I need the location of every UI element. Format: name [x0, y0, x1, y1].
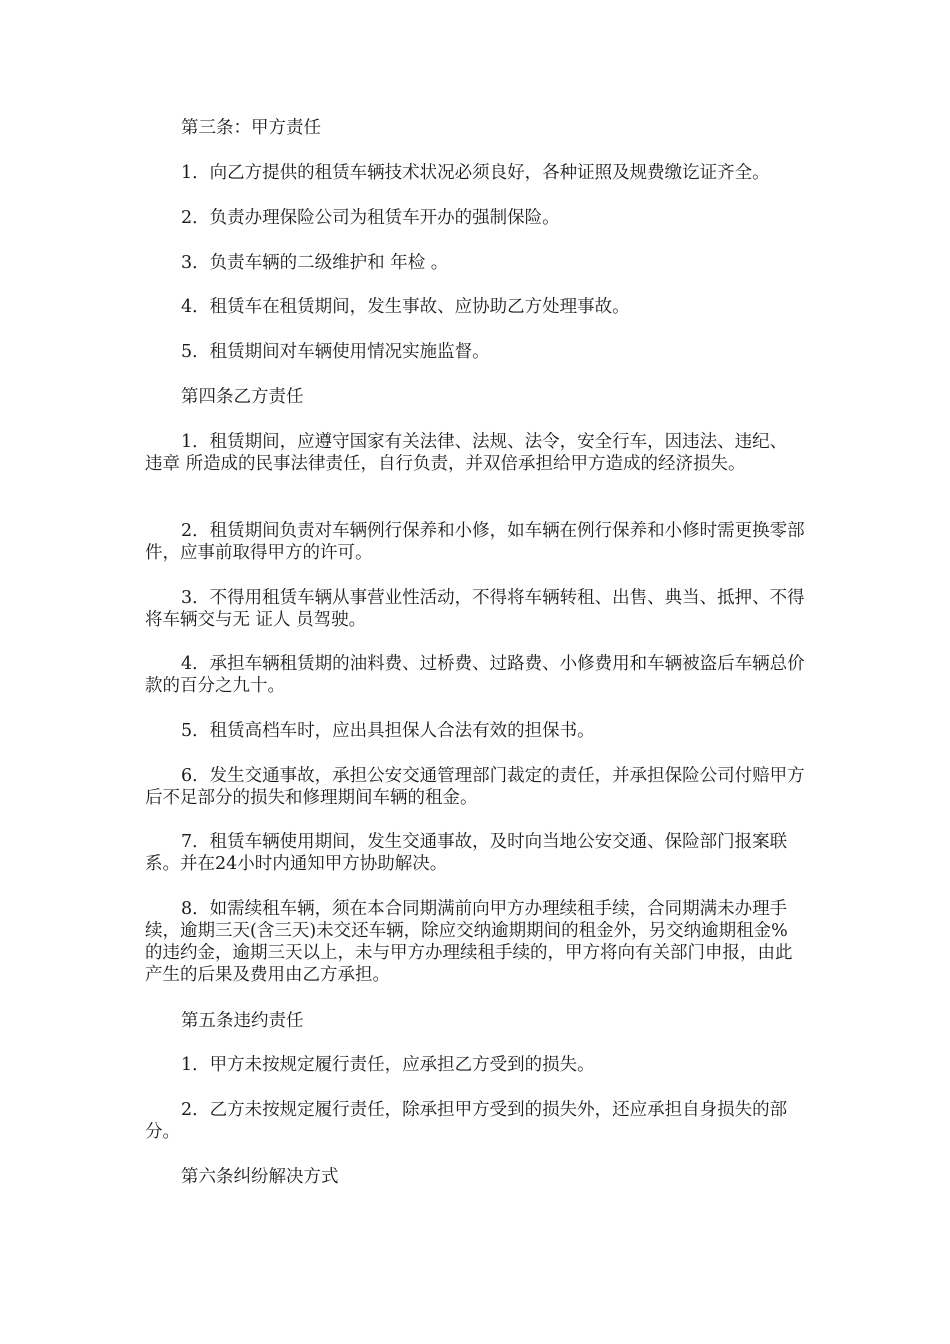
clause-paragraph: 1．租赁期间，应遵守国家有关法律、法规、法令，安全行车，因违法、违纪、 违章 所造成的民事法律责任，自行负责，并双倍承担给甲方造成的经济损失。	[145, 432, 788, 474]
clause-paragraph: 3．不得用租赁车辆从事营业性活动，不得将车辆转租、出售、典当、抵押、不得将车辆交与无 证人 员驾驶。	[145, 588, 805, 630]
clause-paragraph: 4．承担车辆租赁期的油料费、过桥费、过路费、小修费用和车辆被盗后车辆总价款的百分之九十。	[145, 654, 805, 696]
clause-paragraph: 8．如需续租车辆，须在本合同期满前向甲方办理续租手续，合同期满未办理手续，逾期三天(含三天)未交还车辆，除应交纳逾期期间的租金外，另交纳逾期租金%的违约金，逾期三天以上，未与甲方办理续租手续的，甲方将向有关部门申报，由此产生的后果及费用由乙方承担。	[145, 899, 793, 985]
clause-paragraph: 3．负责车辆的二级维护和 年检 。	[181, 253, 449, 273]
clause-paragraph: 6．发生交通事故，承担公安交通管理部门裁定的责任，并承担保险公司付赔甲方后不足部分的损失和修理期间车辆的租金。	[145, 766, 805, 808]
clause-paragraph: 2．负责办理保险公司为租赁车开办的强制保险。	[181, 208, 560, 228]
clause-paragraph: 1．向乙方提供的租赁车辆技术状况必须良好，各种证照及规费缴讫证齐全。	[181, 163, 770, 183]
section-heading-article-4: 第四条乙方责任	[181, 387, 304, 407]
clause-paragraph: 5．租赁期间对车辆使用情况实施监督。	[181, 342, 490, 362]
section-heading-article-5: 第五条违约责任	[181, 1011, 304, 1031]
clause-paragraph: 5．租赁高档车时，应出具担保人合法有效的担保书。	[181, 721, 595, 741]
clause-paragraph: 1．甲方未按规定履行责任，应承担乙方受到的损失。	[181, 1055, 595, 1075]
clause-paragraph: 7．租赁车辆使用期间，发生交通事故，及时向当地公安交通、保险部门报案联系。并在24小时内通知甲方协助解决。	[145, 832, 788, 874]
section-heading-article-3: 第三条：甲方责任	[181, 118, 321, 138]
clause-paragraph: 2．租赁期间负责对车辆例行保养和小修，如车辆在例行保养和小修时需更换零部件，应事前取得甲方的许可。	[145, 521, 805, 563]
section-heading-article-6: 第六条纠纷解决方式	[181, 1167, 339, 1187]
clause-paragraph: 4．租赁车在租赁期间，发生事故、应协助乙方处理事故。	[181, 297, 630, 317]
clause-paragraph: 2．乙方未按规定履行责任，除承担甲方受到的损失外，还应承担自身损失的部分。	[145, 1100, 788, 1142]
